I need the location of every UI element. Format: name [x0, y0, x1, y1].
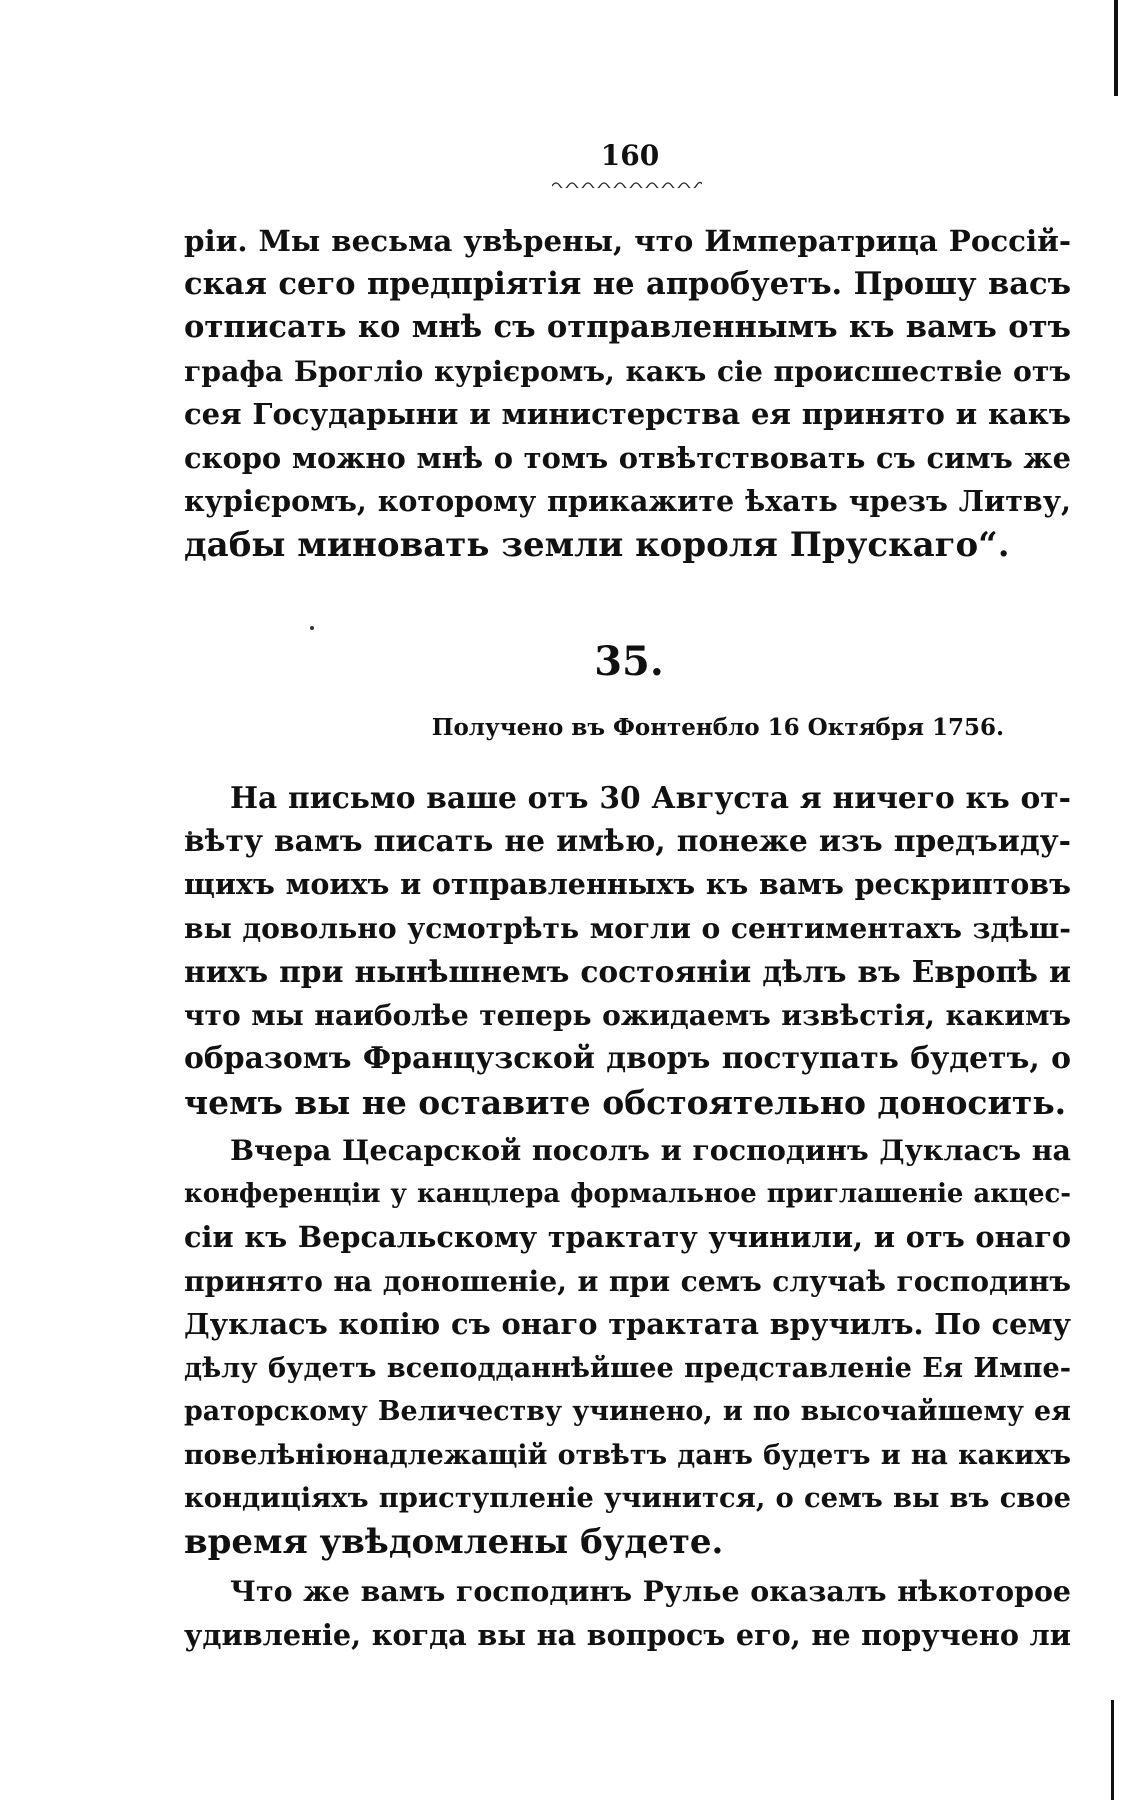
- received-note: Получено въ Фонтенбло 16 Октября 1756.: [431, 714, 1004, 741]
- section-number: 35.: [594, 638, 664, 685]
- text-line: вы довольно усмотрѣть могли о сентиментахъ здѣш-: [184, 911, 1071, 945]
- text-line: дѣлу будетъ всеподданнѣйшее представленіе Ея Импе-: [184, 1352, 1071, 1384]
- page-number: 160: [600, 139, 660, 172]
- text-line: время увѣдомлены будете.: [184, 1521, 724, 1562]
- text-line: щихъ моихъ и отправленныхъ къ вамъ рескриптовъ: [184, 867, 1071, 901]
- text-line: раторскому Величеству учинено, и по высочайшему ея: [184, 1396, 1071, 1427]
- text-line: принято на доношеніе, и при семъ случаѣ господинъ: [184, 1264, 1071, 1298]
- text-line: Что же вамъ господинъ Рулье оказалъ нѣкоторое: [230, 1574, 1071, 1608]
- page-edge-line: [1114, 0, 1118, 96]
- text-line: повелѣніюнадлежащій отвѣтъ данъ будетъ и на какихъ: [184, 1439, 1071, 1471]
- text-line: удивленіе, когда вы на вопросъ его, не поручено ли: [184, 1617, 1071, 1652]
- print-speck: [310, 626, 314, 630]
- text-line: ріи. Мы весьма увѣрены, что Императрица Россій-: [184, 223, 1071, 258]
- paragraph-1: [184, 776, 1071, 1124]
- text-line: конференціи у канцлера формальное приглашеніе акцес-: [184, 1178, 1071, 1209]
- text-line: дабы миновать земли короля Прускаго“.: [184, 524, 1010, 565]
- top-paragraph: [184, 219, 1071, 567]
- text-line: нихъ при нынѣшнемъ состояніи дѣлъ въ Европѣ и: [184, 954, 1071, 989]
- text-line: Дукласъ копію съ онаго трактата вручилъ. По сему: [184, 1307, 1071, 1341]
- text-line: отписать ко мнѣ съ отправленнымъ къ вамъ отъ: [184, 309, 1071, 345]
- text-line: сея Государыни и министерства ея принято и какъ: [184, 397, 1071, 431]
- text-line: сіи къ Версальскому трактату учинили, и отъ онаго: [184, 1220, 1071, 1254]
- text-line: кондиціяхъ приступленіе учинится, о семъ вы въ свое: [184, 1482, 1071, 1514]
- page-edge-line-bottom: [1111, 1700, 1114, 1800]
- text-line: курієромъ, которому прикажите ѣхать чрезъ Литву,: [184, 484, 1071, 518]
- text-line: чемъ вы не оставите обстоятельно доносить.: [184, 1082, 1067, 1122]
- text-line: ская сего предпріятія не апробуетъ. Прошу васъ: [184, 265, 1071, 302]
- text-line: образомъ Французской дворъ поступать будетъ, о: [184, 1041, 1071, 1076]
- paragraph-2: [184, 1129, 1071, 1564]
- text-line: графа Брогліо курієромъ, какъ сіе происшествіе отъ: [184, 353, 1071, 388]
- ornamental-rule: [552, 180, 702, 188]
- text-line: скоро можно мнѣ о томъ отвѣтствовать съ симъ же: [184, 440, 1071, 475]
- paragraph-3: [184, 1570, 1071, 1657]
- text-line: вѣту вамъ писать не имѣю, понеже изъ предъиду-: [184, 823, 1071, 859]
- text-line: Вчера Цесарской посолъ и господинъ Дукласъ на: [230, 1133, 1071, 1167]
- text-line: что мы наиболѣе теперь ожидаемъ извѣстія, какимъ: [184, 998, 1071, 1032]
- text-line: На письмо ваше отъ 30 Августа я ничего къ от-: [230, 780, 1071, 815]
